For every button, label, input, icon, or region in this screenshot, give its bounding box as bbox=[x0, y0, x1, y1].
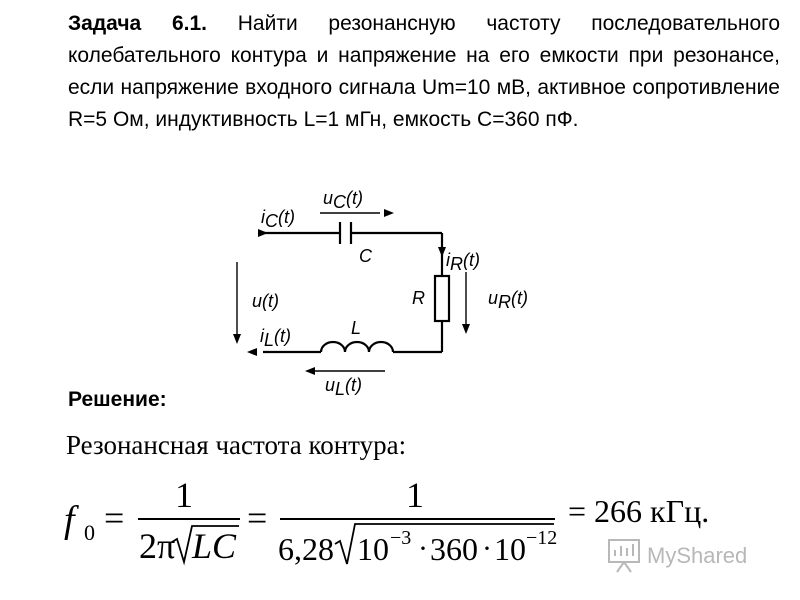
label-l: L bbox=[351, 318, 362, 338]
solution-label: Решение: bbox=[68, 388, 167, 411]
formula-f: f bbox=[64, 499, 75, 541]
arrow-il-head bbox=[247, 348, 257, 356]
formula-dot-1: · bbox=[418, 532, 428, 565]
label-ic: iC(t) bbox=[261, 207, 295, 231]
presentation-icon bbox=[609, 540, 639, 572]
arrow-ul-head bbox=[305, 367, 315, 375]
formula-dot-2: · bbox=[482, 532, 492, 565]
formula-eq-1: = bbox=[104, 498, 125, 538]
watermark-text: MyShared bbox=[647, 543, 748, 568]
formula-exp-1: −3 bbox=[390, 527, 412, 549]
formula-num-2: 1 bbox=[406, 475, 424, 515]
formula-two-pi: 2π bbox=[139, 526, 176, 566]
formula-ten-2: 10 bbox=[494, 531, 526, 567]
label-ul: uL(t) bbox=[325, 375, 363, 395]
label-ur: uR(t) bbox=[488, 288, 529, 312]
label-il: iL(t) bbox=[260, 326, 292, 350]
circuit-diagram bbox=[225, 180, 545, 395]
label-uc: uC(t) bbox=[323, 188, 364, 212]
watermark bbox=[605, 536, 780, 576]
label-ir: iR(t) bbox=[446, 250, 480, 274]
formula-f-sub: 0 bbox=[84, 520, 95, 545]
formula-num-1: 1 bbox=[175, 475, 193, 515]
formula-coef: 6,28 bbox=[278, 531, 334, 567]
label-u: u(t) bbox=[252, 291, 279, 311]
label-r: R bbox=[412, 288, 425, 308]
formula-c-value: 360 bbox=[430, 531, 478, 567]
problem-number: Задача 6.1. bbox=[68, 12, 207, 35]
label-c: C bbox=[359, 246, 372, 266]
formula-ten-1: 10 bbox=[357, 531, 389, 567]
resonance-heading: Резонансная частота контура: bbox=[66, 430, 407, 460]
formula-result: = 266 кГц. bbox=[568, 493, 710, 529]
arrow-ir-head bbox=[438, 247, 446, 257]
formula-exp-2: −12 bbox=[526, 527, 558, 549]
arrow-uc-head bbox=[384, 209, 394, 217]
formula-lc: LC bbox=[192, 526, 237, 566]
arrow-ur-head bbox=[462, 324, 470, 334]
problem-statement bbox=[68, 8, 780, 136]
resistor bbox=[435, 276, 449, 321]
inductor-coil bbox=[321, 342, 393, 352]
arrow-u-head bbox=[233, 334, 241, 344]
problem-text: Найти резонансную частоту последовательного колебательного контура и напряжение на его емкости при резонансе, если напряжение входного сигнала Um=10 мВ, активное сопротивление R=5 Ом, индуктивность L=1 мГн, емкость C=360 пФ. bbox=[68, 12, 781, 131]
formula-eq-2: = bbox=[247, 498, 268, 538]
